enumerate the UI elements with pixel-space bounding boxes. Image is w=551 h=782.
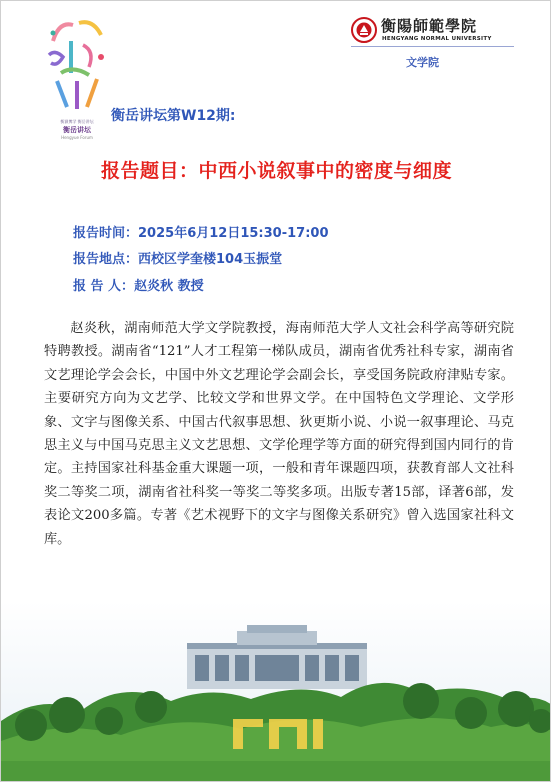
speaker-bio: 赵炎秋，湖南师范大学文学院教授，海南师范大学人文社会科学高等研究院特聘教授。湖南省“121”人才工程第一梯队成员，湖南省优秀社科专家，湖南省文艺理论学会会长，中国中外文艺理论学会副会长，享受国务院政府津贴专家。主要研究方向为文艺学、比较文学和世界文学。在中国特色文学理论、文学形象、文字与图像关系、中国古代叙事思想、狄更斯小说、小说一叙事理论、马克思主义与中国马克思主义文艺思想、文学伦理学等方面的研究得到国内同行的肯定。主持国家社科基金重大课题一项，一般和青年课题四项，获教育部人文社科奖二等奖二项，湖南省社科奖一等奖二等奖多项。出版专著15部，译著6部，发表论文200多篇。专著《艺术视野下的文字与图像关系研究》曾入选国家社科文库。 (44, 321, 514, 547)
report-time-label: 报告时间： (73, 226, 139, 241)
report-place-label: 报告地点： (73, 252, 139, 267)
logo-english: Hengyue Forum (61, 135, 93, 140)
report-speaker (73, 275, 204, 294)
report-title: 报告题目：中西小说叙事中的密度与细度 (100, 160, 452, 182)
department-name: 文学院 (406, 56, 439, 69)
logo-name: 衡岳讲坛 (63, 126, 91, 134)
hengyue-logo-icon (43, 11, 109, 113)
report-place (73, 248, 282, 267)
report-time-value: 2025年6月12日15:30-17:00 (138, 226, 329, 241)
university-header (351, 15, 511, 47)
university-emblem-icon (351, 17, 377, 43)
logo-tagline: 衡嶽博学 衡岳讲坛 (60, 119, 94, 124)
university-name-cn: 衡陽師範學院 (381, 17, 478, 35)
report-speaker-value: 赵炎秋 教授 (134, 279, 204, 294)
report-time (73, 222, 329, 241)
report-speaker-label: 报 告 人： (73, 279, 135, 294)
header-divider (351, 46, 514, 47)
campus-scene-image (1, 601, 551, 782)
forum-logo (41, 11, 113, 140)
forum-label: 衡岳讲坛第W12期: (111, 108, 236, 124)
university-name-en: HENGYANG NORMAL UNIVERSITY (382, 36, 492, 42)
report-place-value: 西校区学奎楼104玉振堂 (138, 252, 283, 267)
